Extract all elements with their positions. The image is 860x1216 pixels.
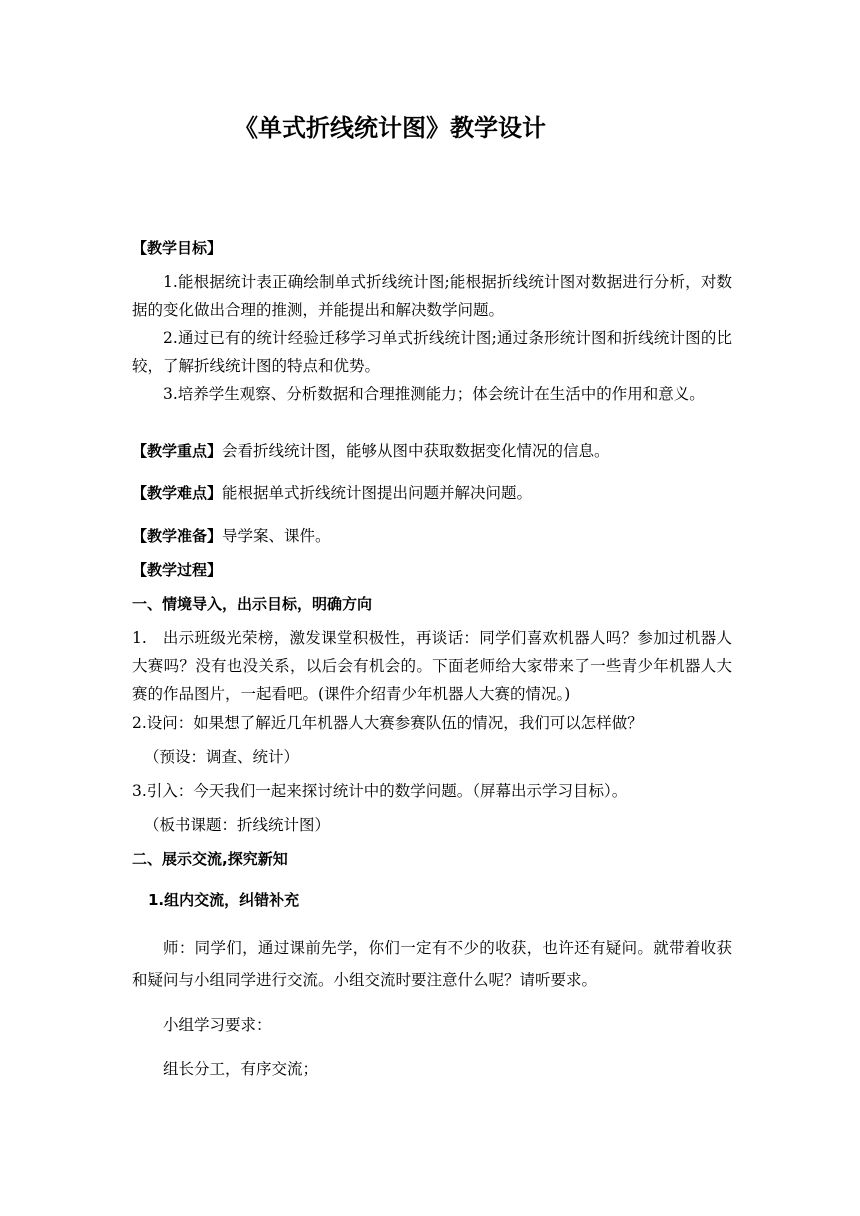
key-point-line xyxy=(132,437,732,465)
step-2-note: （预设：调查、统计） xyxy=(144,748,300,766)
difficult-point-label: 【教学难点】 xyxy=(132,484,223,502)
subsection-1-heading: 1.组内交流，纠错补充 xyxy=(148,891,300,909)
key-point-text: 会看折线统计图，能够从图中获取数据变化情况的信息。 xyxy=(222,442,610,460)
difficult-point-line xyxy=(132,479,732,507)
group-requirement-1: 组长分工，有序交流； xyxy=(163,1060,319,1078)
key-point-label: 【教学重点】 xyxy=(132,442,223,460)
teaching-process-heading: 【教学过程】 xyxy=(132,561,223,579)
teaching-goals-heading: 【教学目标】 xyxy=(132,239,223,257)
step-2-paragraph: 2.设问：如果想了解近几年机器人大赛参赛队伍的情况，我们可以怎样做？ xyxy=(132,714,643,732)
preparation-line xyxy=(132,522,732,550)
preparation-text: 导学案、课件。 xyxy=(222,527,331,545)
goal-1-paragraph: 1.能根据统计表正确绘制单式折线统计图;能根据折线统计图对数据进行分析，对数据的变化做出合理的推测，并能提出和解决数学问题。 xyxy=(132,273,732,319)
section-1-heading: 一、情境导入，出示目标，明确方向 xyxy=(132,595,373,613)
teacher-paragraph: 师：同学们，通过课前先学，你们一定有不少的收获，也许还有疑问。就带着收获和疑问与小组同学进行交流。小组交流时要注意什么呢？请听要求。 xyxy=(132,939,732,989)
goal-3-paragraph: 3.培养学生观察、分析数据和合理推测能力；体会统计在生活中的作用和意义。 xyxy=(163,385,705,403)
difficult-point-text: 能根据单式折线统计图提出问题并解决问题。 xyxy=(222,484,533,502)
step-1-paragraph: 1. 出示班级光荣榜，激发课堂积极性，再谈话：同学们喜欢机器人吗？参加过机器人大赛吗？没有也没关系，以后会有机会的。下面老师给大家带来了一些青少年机器人大赛的作品图片，一起看吧。(课件介绍青少年机器人大赛的情况。) xyxy=(132,629,732,703)
group-requirements-label: 小组学习要求： xyxy=(163,1016,272,1034)
goal-2-paragraph: 2.通过已有的统计经验迁移学习单式折线统计图;通过条形统计图和折线统计图的比较，了解折线统计图的特点和优势。 xyxy=(132,329,732,375)
step-3-note: （板书课题：折线统计图） xyxy=(144,816,331,834)
step-3-paragraph: 3.引入：今天我们一起来探讨统计中的数学问题。（屏幕出示学习目标）。 xyxy=(132,782,628,800)
preparation-label: 【教学准备】 xyxy=(132,527,223,545)
document-title: 《单式折线统计图》教学设计 xyxy=(234,114,546,142)
section-2-heading: 二、展示交流,探究新知 xyxy=(132,850,288,868)
